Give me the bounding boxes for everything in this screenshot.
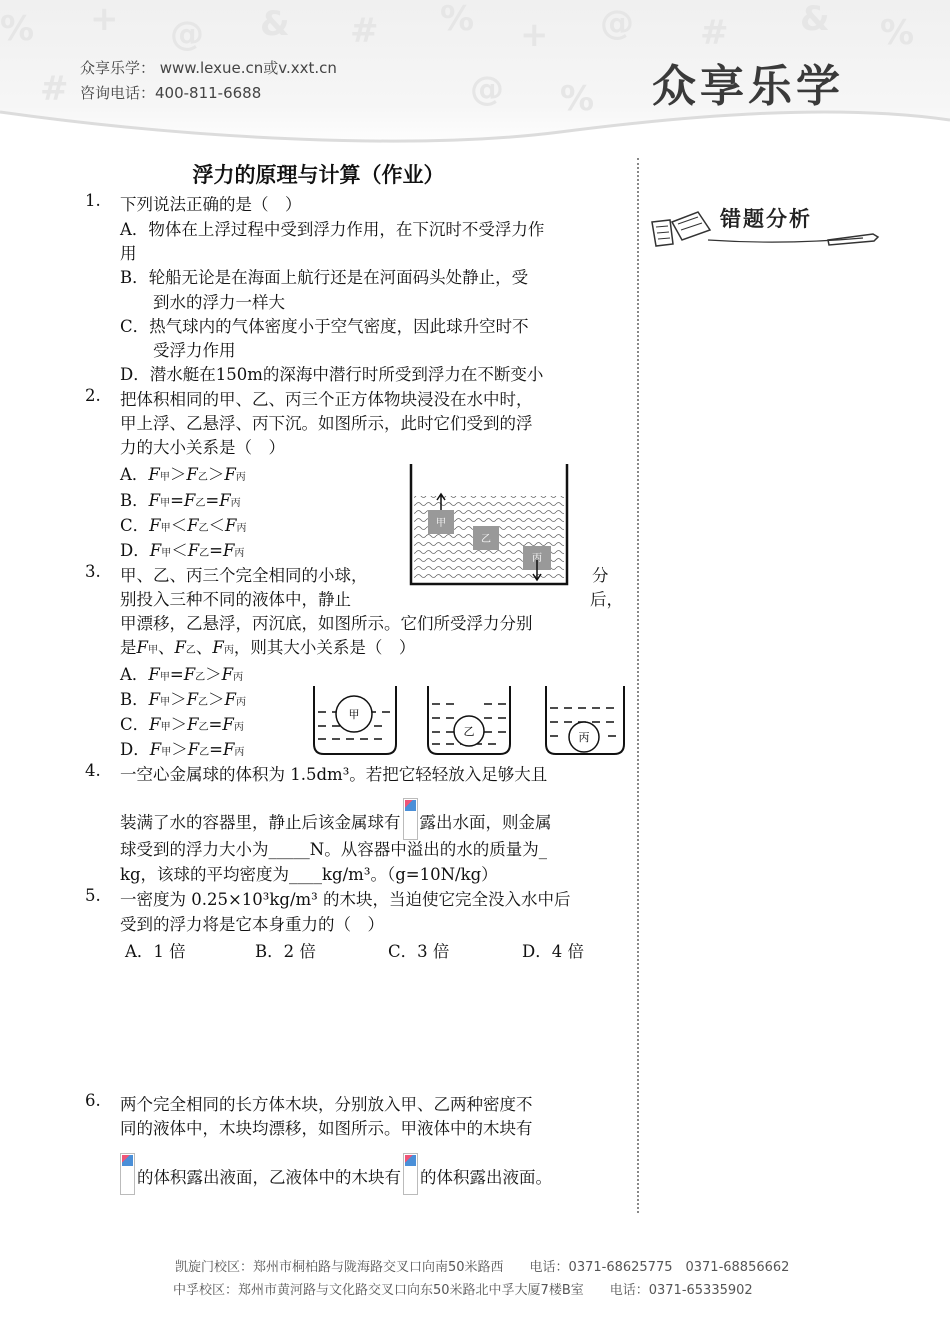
svg-text:#: # bbox=[350, 11, 379, 51]
q2-option-a: A．F甲＞F乙＞F丙 bbox=[120, 465, 246, 484]
footer-campus-1: 凯旋门校区：郑州市桐柏路与陇海路交叉口向南50米路西 电话：0371-68625775 0371-68856662 bbox=[175, 1260, 790, 1275]
q2-option-c: C．F甲＜F乙＜F丙 bbox=[120, 516, 247, 535]
q6-line-1: 两个完全相同的长方体木块，分别放入甲、乙两种密度不 bbox=[120, 1095, 533, 1114]
error-analysis-header bbox=[648, 200, 888, 250]
q1-option-c: C．热气球内的气体密度小于空气密度，因此球升空时不 bbox=[120, 317, 529, 336]
phone-line: 咨询电话：400-811-6688 bbox=[80, 84, 262, 102]
q3-line-4: 是F甲、F乙、F丙，则其大小关系是（ ） bbox=[120, 638, 416, 657]
svg-text:丙: 丙 bbox=[578, 731, 590, 744]
svg-text:甲: 甲 bbox=[436, 518, 446, 529]
q2-line-3: 力的大小关系是（ ） bbox=[120, 438, 285, 457]
svg-text:%: % bbox=[880, 13, 915, 53]
site-line: 众享乐学： www.lexue.cn或v.xxt.cn bbox=[80, 59, 337, 77]
svg-text:@: @ bbox=[170, 14, 204, 54]
worksheet-title: 浮力的原理与计算（作业） bbox=[192, 162, 445, 187]
svg-text:#: # bbox=[40, 69, 69, 109]
svg-text:丙: 丙 bbox=[532, 553, 542, 564]
contact-info bbox=[80, 56, 337, 106]
page-header bbox=[0, 0, 950, 150]
svg-text:乙: 乙 bbox=[463, 725, 475, 738]
q1-option-a: A．物体在上浮过程中受到浮力作用，在下沉时不受浮力作 bbox=[120, 220, 545, 239]
q5-line-1: 一密度为 0.25×10³kg/m³ 的木块，当迫使它完全没入水中后 bbox=[120, 890, 571, 909]
svg-text:&: & bbox=[260, 4, 290, 44]
q3-option-a: A．F甲=F乙＞F丙 bbox=[120, 665, 244, 684]
svg-text:%: % bbox=[0, 9, 35, 49]
q6-line-3: 的体积露出液面，乙液体中的木块有 的体积露出液面。 bbox=[120, 1153, 552, 1195]
q4-line-4: kg，该球的平均密度为____kg/m³。（g=10N/kg） bbox=[120, 865, 498, 884]
q5-line-2: 受到的浮力将是它本身重力的（ ） bbox=[120, 915, 384, 934]
q3-line-1: 甲、乙、丙三个完全相同的小球， bbox=[120, 566, 368, 585]
q4-line-2: 装满了水的容器里，静止后该金属球有 露出水面，则金属 bbox=[120, 798, 552, 840]
q2-container-figure bbox=[406, 460, 572, 586]
q3-ball-bing bbox=[569, 722, 599, 752]
brand-logo: 众享乐学 bbox=[652, 61, 844, 112]
svg-text:%: % bbox=[440, 0, 475, 39]
q3-ball-jia bbox=[336, 696, 372, 732]
q1-stem: 下列说法正确的是（ ） bbox=[120, 195, 302, 214]
q3-option-b: B．F甲＞F乙＞F丙 bbox=[120, 690, 246, 709]
q3-line-1-end: 分 bbox=[592, 566, 609, 585]
q2-line-1: 把体积相同的甲、乙、丙三个正方体物块浸没在水中时， bbox=[120, 390, 533, 409]
svg-text:&: & bbox=[800, 0, 830, 39]
q3-ball-yi bbox=[454, 716, 484, 746]
q3-line-2: 别投入三种不同的液体中，静止 bbox=[120, 590, 351, 609]
q5-option-d: D．4 倍 bbox=[522, 942, 584, 961]
fraction-image-icon bbox=[403, 798, 418, 840]
q1-option-c-cont: 受浮力作用 bbox=[153, 341, 236, 360]
svg-text:乙: 乙 bbox=[481, 534, 491, 545]
q2-line-2: 甲上浮、乙悬浮、丙下沉。如图所示，此时它们受到的浮 bbox=[120, 414, 533, 433]
q4-line-1: 一空心金属球的体积为 1.5dm³。若把它轻轻放入足够大且 bbox=[120, 765, 548, 784]
svg-text:+: + bbox=[90, 0, 119, 39]
q3-line-3: 甲漂移，乙悬浮，丙沉底，如图所示。它们所受浮力分别 bbox=[120, 614, 533, 633]
q5-option-b: B．2 倍 bbox=[255, 942, 316, 961]
q2-option-b: B．F甲=F乙=F丙 bbox=[120, 491, 241, 510]
q4-number: 4. bbox=[85, 761, 101, 780]
q6-line-2: 同的液体中，木块均漂移，如图所示。甲液体中的木块有 bbox=[120, 1119, 533, 1138]
column-divider bbox=[637, 158, 639, 1213]
q1-option-a-cont: 用 bbox=[120, 244, 137, 263]
q1-option-b-cont: 到水的浮力一样大 bbox=[153, 293, 285, 312]
q3-beakers-figure bbox=[308, 682, 630, 758]
q5-number: 5. bbox=[85, 886, 101, 905]
q1-number: 1. bbox=[85, 191, 101, 210]
q5-option-a: A．1 倍 bbox=[125, 942, 186, 961]
footer-campus-2: 中孚校区：郑州市黄河路与文化路交叉口向东50米路北中孚大厦7楼B室 电话：0371-65335902 bbox=[173, 1283, 753, 1298]
q3-option-c: C．F甲＞F乙=F丙 bbox=[120, 715, 244, 734]
q1-option-b: B．轮船无论是在海面上航行还是在河面码头处静止，受 bbox=[120, 268, 529, 287]
q2-number: 2. bbox=[85, 386, 101, 405]
svg-text:甲: 甲 bbox=[348, 708, 360, 721]
svg-text:+: + bbox=[520, 15, 549, 55]
q4-line-3: 球受到的浮力大小为_____N。从容器中溢出的水的质量为_ bbox=[120, 840, 547, 859]
q6-number: 6. bbox=[85, 1091, 101, 1110]
svg-text:@: @ bbox=[600, 3, 634, 43]
q5-option-c: C．3 倍 bbox=[388, 942, 450, 961]
q3-line-2-end: 后， bbox=[590, 590, 623, 609]
q2-cube-yi bbox=[473, 526, 499, 550]
fraction-image-icon bbox=[120, 1153, 135, 1195]
svg-text:#: # bbox=[700, 13, 729, 53]
fraction-image-icon bbox=[403, 1153, 418, 1195]
q2-option-d: D．F甲＜F乙=F丙 bbox=[120, 541, 245, 560]
q1-option-d: D．潜水艇在150m的深海中潜行时所受到浮力在不断变小 bbox=[120, 365, 544, 384]
svg-text:@: @ bbox=[470, 69, 504, 109]
q3-option-d: D．F甲＞F乙=F丙 bbox=[120, 740, 245, 759]
q3-number: 3. bbox=[85, 562, 101, 581]
svg-text:%: % bbox=[560, 79, 595, 119]
error-analysis-title: 错题分析 bbox=[720, 207, 812, 231]
